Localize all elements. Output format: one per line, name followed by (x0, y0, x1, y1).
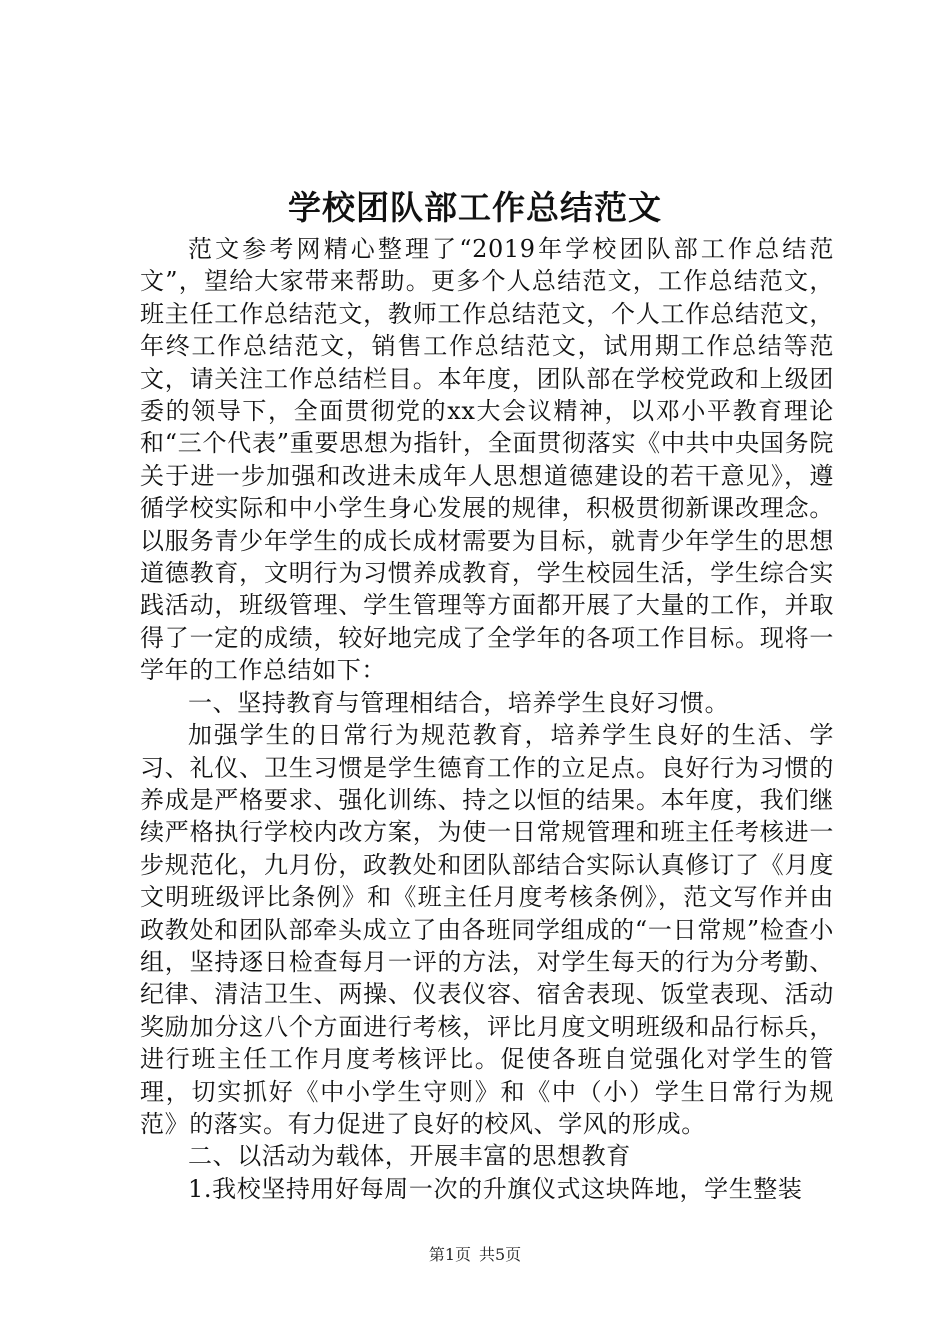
section-two-heading: 二、以活动为载体，开展丰富的思想教育 (188, 1142, 631, 1171)
document-body (140, 233, 834, 1205)
document-title: 学校团队部工作总结范文 (288, 188, 662, 227)
page-total: 共5页 (479, 1245, 522, 1264)
page-number: 第1页 (428, 1245, 471, 1264)
section-one-paragraph: 加强学生的日常行为规范教育，培养学生良好的生活、学习、礼仪、卫生习惯是学生德育工作的立足点。良好行为习惯的养成是严格要求、强化训练、持之以恒的结果。本年度，我们继续严格执行学校内改方案，为使一日常规管理和班主任考核进一步规范化，九月份，政教处和团队部结合实际认真修订了《月度文明班级评比条例》和《班主任月度考核条例》，范文写作并由政教处和团队部牵头成立了由各班同学组成的“一日常规”检查小组，坚持逐日检查每月一评的方法，对学生每天的行为分考勤、纪律、清洁卫生、两操、仪表仪容、宿舍表现、饭堂表现、活动奖励加分这八个方面进行考核，评比月度文明班级和品行标兵，进行班主任工作月度考核评比。促使各班自觉强化对学生的管理，切实抓好《中小学生守则》和《中（小）学生日常行为规范》的落实。有力促进了良好的校风、学风的形成。 (140, 721, 834, 1138)
page-footer (0, 1244, 950, 1266)
section-one-heading: 一、坚持教育与管理相结合，培养学生良好习惯。 (188, 688, 730, 717)
section-two-item-1: 1.我校坚持用好每周一次的升旗仪式这块阵地，学生整装 (188, 1174, 803, 1203)
intro-paragraph: 范文参考网精心整理了“2019年学校团队部工作总结范文”，望给大家带来帮助。更多个人总结范文，工作总结范文，班主任工作总结范文，教师工作总结范文，个人工作总结范文，年终工作总结范文，销售工作总结范文，试用期工作总结等范文，请关注工作总结栏目。本年度，团队部在学校党政和上级团委的领导下，全面贯彻党的xx大会议精神，以邓小平教育理论和“三个代表”重要思想为指针，全面贯彻落实《中共中央国务院关于进一步加强和改进未成年人思想道德建设的若干意见》，遵循学校实际和中小学生身心发展的规律，积极贯彻新课改理念。以服务青少年学生的成长成材需要为目标，就青少年学生的思想道德教育，文明行为习惯养成教育，学生校园生活，学生综合实践活动，班级管理、学生管理等方面都开展了大量的工作，并取得了一定的成绩，较好地完成了全学年的各项工作目标。现将一学年的工作总结如下： (140, 235, 834, 685)
